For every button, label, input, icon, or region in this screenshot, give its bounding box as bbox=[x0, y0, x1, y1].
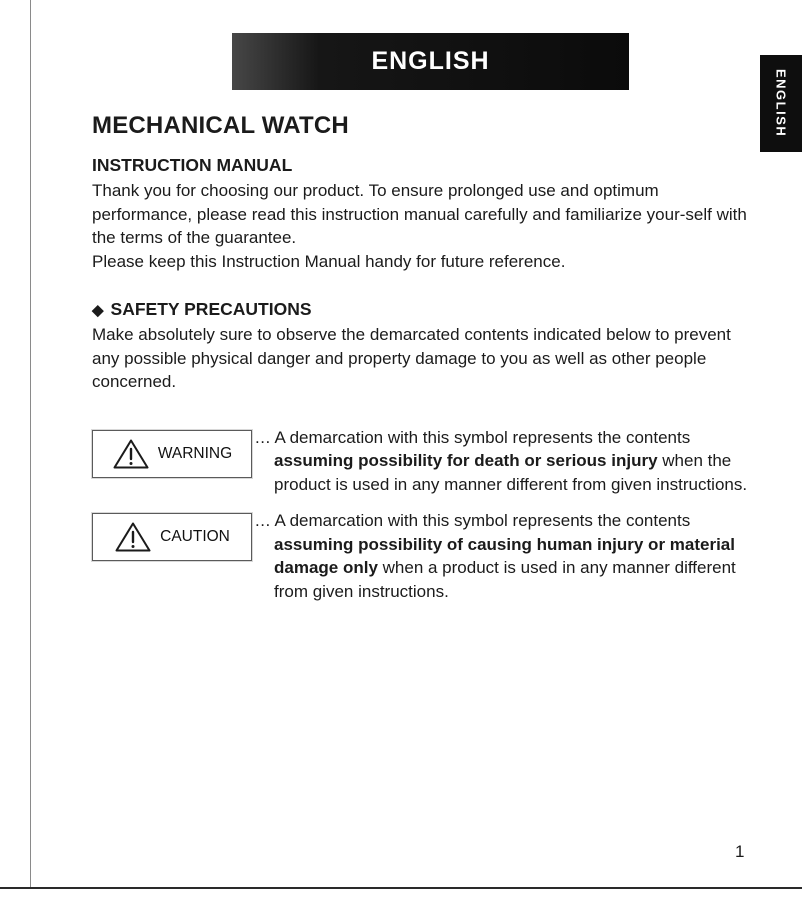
page-left-rule bbox=[30, 0, 31, 888]
caution-text-pre: A demarcation with this symbol represents the contents bbox=[270, 511, 691, 530]
diamond-bullet-icon: ◆ bbox=[92, 301, 104, 319]
warning-text bbox=[255, 426, 766, 497]
warning-box bbox=[92, 430, 252, 478]
safety-precautions-heading-label: SAFETY PRECAUTIONS bbox=[110, 299, 312, 319]
warning-text-pre: A demarcation with this symbol represents the contents bbox=[270, 427, 691, 447]
caution-text bbox=[255, 509, 766, 603]
intro-paragraph: Thank you for choosing our product. To ensure prolonged use and optimum performance, please read this instruction manual carefully and familiarize your-self with the terms of the guarantee. bbox=[92, 181, 747, 247]
notice-list bbox=[92, 426, 760, 604]
warning-leader: ... bbox=[255, 427, 271, 447]
page-number: 1 bbox=[735, 842, 745, 861]
safety-precautions-heading bbox=[92, 299, 760, 320]
language-banner bbox=[232, 33, 629, 90]
safety-intro-paragraph: Make absolutely sure to observe the demarcated contents indicated below to prevent any possible physical danger and property damage to you as well as other people concerned. bbox=[92, 325, 731, 391]
warning-notice bbox=[92, 426, 760, 497]
page-bottom-rule bbox=[0, 887, 802, 889]
warning-text-bold: assuming possibility for death or serious injury bbox=[274, 451, 658, 470]
caution-triangle-icon bbox=[114, 521, 152, 553]
page-title: MECHANICAL WATCH bbox=[92, 112, 349, 139]
caution-box bbox=[92, 513, 252, 561]
instruction-manual-heading: INSTRUCTION MANUAL bbox=[92, 155, 293, 175]
warning-label: WARNING bbox=[157, 444, 233, 462]
language-side-tab bbox=[760, 55, 802, 152]
page-content bbox=[92, 112, 760, 616]
warning-text-post: when the product is used in any manner different from given instructions. bbox=[274, 451, 748, 494]
caution-notice bbox=[92, 509, 760, 603]
caution-text-bold: assuming possibility of causing human injury or material damage only bbox=[274, 534, 735, 577]
warning-triangle-icon bbox=[112, 438, 150, 470]
language-banner-label: ENGLISH bbox=[371, 47, 490, 75]
caution-leader: ... bbox=[255, 511, 271, 530]
caution-text-post: when a product is used in any manner different from given instructions. bbox=[274, 558, 736, 601]
language-side-tab-label: ENGLISH bbox=[773, 69, 789, 138]
caution-label: CAUTION bbox=[160, 528, 230, 545]
keep-handy-paragraph: Please keep this Instruction Manual handy for future reference. bbox=[92, 251, 566, 271]
